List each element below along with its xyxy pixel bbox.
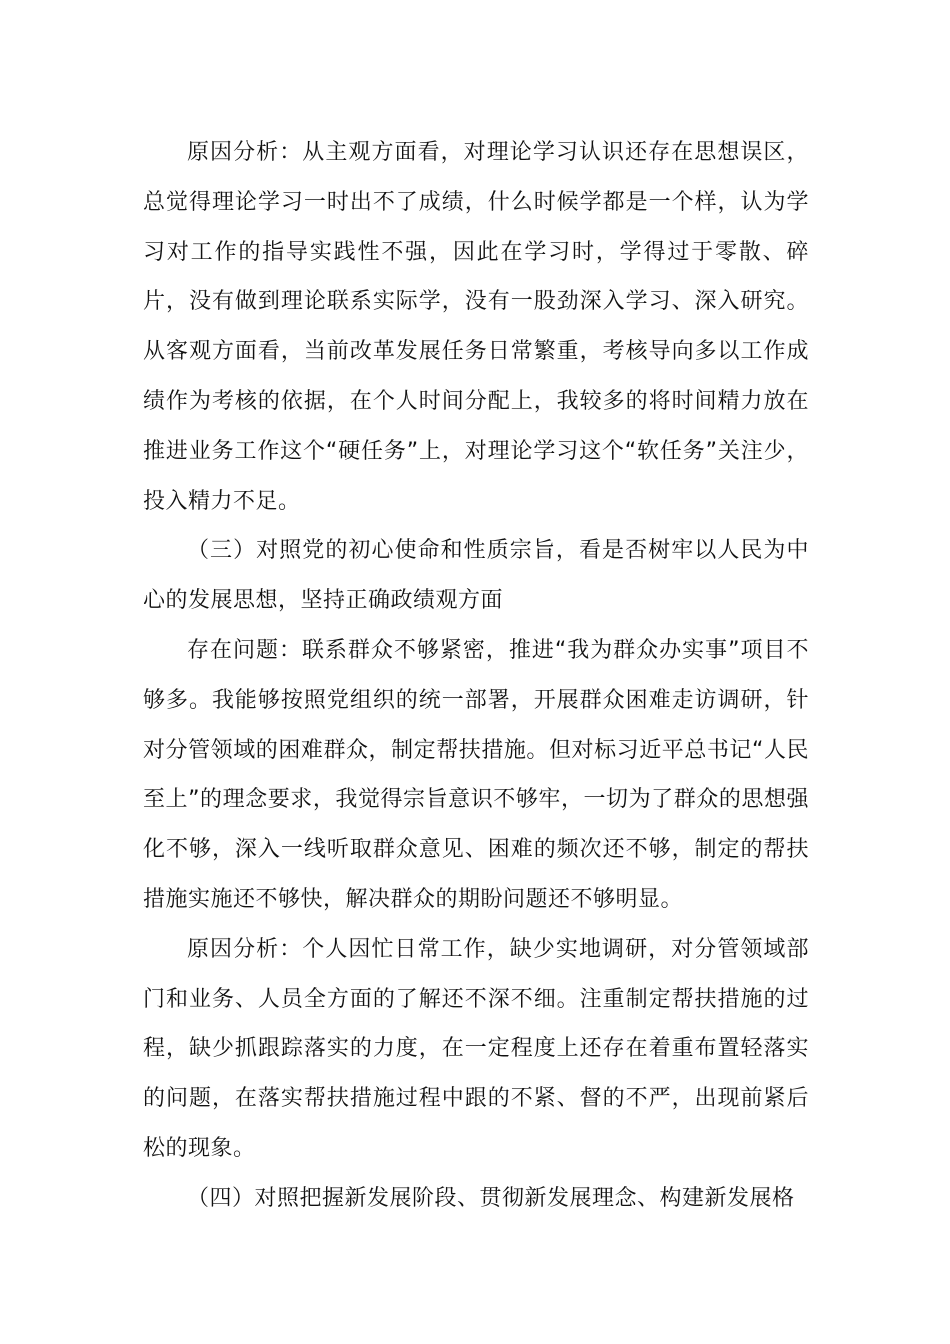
section-four-heading: （四）对照把握新发展阶段、贯彻新发展理念、构建新发展格 bbox=[187, 1185, 795, 1211]
existing-problems-paragraph: 存在问题：联系群众不够紧密，推进“我为群众办实事”项目不够多。我能够按照党组织的统一部署，开展群众困难走访调研，针对分管领域的困难群众，制定帮扶措施。但对标习近平总书记“人民至上”的理念要求，我觉得宗旨意识不够牢，一切为了群众的思想强化不够，深入一线听取群众意见、困难的频次还不够，制定的帮扶措施实施还不够快，解决群众的期盼问题还不够明显。 bbox=[143, 637, 809, 912]
cause-analysis-paragraph-1: 原因分析：从主观方面看，对理论学习认识还存在思想误区，总觉得理论学习一时出不了成绩，什么时候学都是一个样，认为学习对工作的指导实践性不强，因此在学习时，学得过于零散、碎片，没有做到理论联系实际学，没有一股劲深入学习、深入研究。从客观方面看，当前改革发展任务日常繁重，考核导向多以工作成绩作为考核的依据，在个人时间分配上，我较多的将时间精力放在推进业务工作这个“硬任务”上，对理论学习这个“软任务”关注少，投入精力不足。 bbox=[143, 140, 809, 514]
cause-analysis-paragraph-2: 原因分析：个人因忙日常工作，缺少实地调研，对分管领域部门和业务、人员全方面的了解还不深不细。注重制定帮扶措施的过程，缺少抓跟踪落实的力度，在一定程度上还存在着重布置轻落实的问题，在落实帮扶措施过程中跟的不紧、督的不严，出现前紧后松的现象。 bbox=[143, 936, 809, 1161]
section-three-heading: （三）对照党的初心使命和性质宗旨，看是否树牢以人民为中心的发展思想，坚持正确政绩观方面 bbox=[143, 538, 809, 614]
document-body bbox=[143, 128, 809, 1224]
